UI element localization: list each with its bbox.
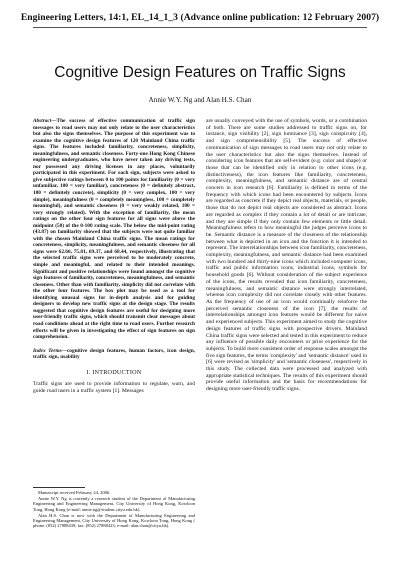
footnote-author-chan: Alan H.S. Chan is now with the Department of Manufacturing Engineering and Engineering Management, City University of Hong Kong, Kowloon Tong, Hong Kong ( phone: (852) 27888439; fax: (852) 27888423; e-mail: alan.chan@cityu.hk). <box>33 512 195 529</box>
footnote-received: Manuscript received February 24, 2006. <box>38 490 111 495</box>
paper-authors: Annie W.Y. Ng and Alan H.S. Chan <box>148 96 252 104</box>
index-terms-label: Index Terms <box>33 347 62 354</box>
index-terms-text: —cognitive design features, human factors, icon design, traffic sign, usability <box>33 347 195 361</box>
paper-title: Cognitive Design Features on Traffic Signs <box>54 64 346 81</box>
abstract-label: Abstract <box>33 118 52 124</box>
abstract-text: —The success of effective communication of traffic sign messages to road users may not only relate to the user characteristics but also the signs themselves. The purpose of this experiment was to examine the cognitive design features of 120 Mainland China traffic signs. The features included familiarity, concreteness, simplicity, meaningfulness, and semantic closeness. Forty-one Hong Kong Chinese engineering undergraduates, who have never taken any driving tests, nor possessed any driving licenses in any places, voluntarily participated in this experiment. For each sign, subjects were asked to give subjective ratings between 0 to 100 points for familiarity (0 = very unfamiliar, 100 = very familiar), concreteness (0 = definitely abstract, 100 = definitely concrete), simplicity (0 = very complex, 100 = very simple), meaningfulness (0 = completely meaningless, 100 = completely meaningful), and semantic closeness (0 = very weakly related, 100 = very strongly related). With the exception of familiarity, the mean ratings on the other four sign features for all signs were above the midpoint (50) of the 0-100 rating scale. The below the mid-point rating (43.87) on familiarity showed that the subjects were not quite familiar with the chosen Mainland China traffic signs. The mean ratings for concreteness, simplicity, meaningfulness, and semantic closeness for all signs were 62.60, 75.81, 69.37, and 68.44, respectively, illustrating that the selected traffic signs were perceived to be moderately concrete, simple and meaningful, and related to their intended meanings. Significant and positive relationships were found amongst the cognitive sign features of familiarity, concreteness, meaningfulness, and semantic closeness. Other than with familiarity, simplicity did not correlate with the other four features. The box plot may be used as a tool for identifying unusual signs for in-depth analysis and for guiding designers to develop new traffic signs at the design stage. The results suggested that cognitive design features are useful for designing more user-friendly traffic signs, which should transmit clear messages about road conditions ahead at the right time to road users. Further research efforts will be given in investigating the effect of sign features on sign comprehension. <box>33 118 195 341</box>
introduction-continued: are usually conveyed with the use of symbols, words, or a combination of both. There are some studies addressed to traffic signs on, for instance, sign visibility [2], sign luminance [3], sign conspicuity [4], and sign comprehensibility [5]. The success of effective communication of sign messages to road users may not only relate to the user characteristics but also the signs themselves. Instead of considering icon features that are self-evident (e.g. color and shape) or those that can be identified only in relation to other icons (e.g. distinctiveness), the icon features like familiarity, concreteness, complexity, meaningfulness, and semantic distance are of central concern in icon research [6]. Familiarity is defined in terms of the frequency with which icons had been encountered by subjects. Icons are regarded as concrete if they depict real objects, materials, or people, those that do not depict real objects are considered as abstract. Icons are regarded as complex if they contain a lot of detail or are intricate, and they are simple if they only contain few elements or little detail. Meaningfulness refers to how meaningful the judges perceive icons to be. Semantic distance is a measure of the closeness of the relationship between what is depicted in an icon and the function it is intended to represent. The interrelationships between icon familiarity, concreteness, complexity, meaningfulness, and semantic distance had been examined with two hundred and thirty-nine icons which included computer icons, traffic and public information icons, industrial icons, symbols for household goods [6]. Without consideration of the subject experience of the icons, the results revealed that icon familiarity, concreteness, meaningfulness, and semantic distance were strongly interrelated, whereas icon complexity did not correlate closely with other features. As the frequency of use of an icon would continually reinforce the perceived semantic closeness of the icon [7], the results of interrelationships amongst icon features would be different for naive and experienced subjects. This experiment aimed to study the cognitive design features of traffic signs with prospective drivers. Mainland China traffic signs were selected and tested in this experiment to reduce any influence of possible daily encounters or prior experience for the subjects. To build more consistent order of response scales amongst the five sign features, the terms 'complexity' and 'semantic distance' used in [6] were revised as 'simplicity' and 'semantic closeness', respectively in this study. The collected data were processed and analyzed with appropriate statistical techniques. The results of this experiment should provide useful information and the basis for recommendations for designing more user-friendly traffic signs. <box>206 118 367 393</box>
header-rule <box>33 27 367 28</box>
index-terms <box>33 348 195 361</box>
section-heading-introduction: I. INTRODUCTION <box>86 368 142 376</box>
footnote-author-ng: Annie W.Y. Ng is currently a research student of the Department of Manufacturing Engineering and Engineering Management, City University of Hong Kong, Kowloon Tong, Hong Kong (e-mail: annie.ng@student.cityu.edu.hk). <box>33 495 195 512</box>
footnotes <box>33 490 195 529</box>
footnote-rule <box>33 487 85 488</box>
abstract <box>33 118 195 341</box>
journal-header: Engineering Letters, 14:1, EL_14_1_3 (Advance online publication: 12 February 2007) <box>20 12 380 23</box>
right-column <box>206 118 367 393</box>
introduction-text: Traffic signs are used to provide information to regulate, warn, and guide road users in a traffic system [1]. Messages <box>33 381 195 394</box>
left-column <box>33 118 195 395</box>
